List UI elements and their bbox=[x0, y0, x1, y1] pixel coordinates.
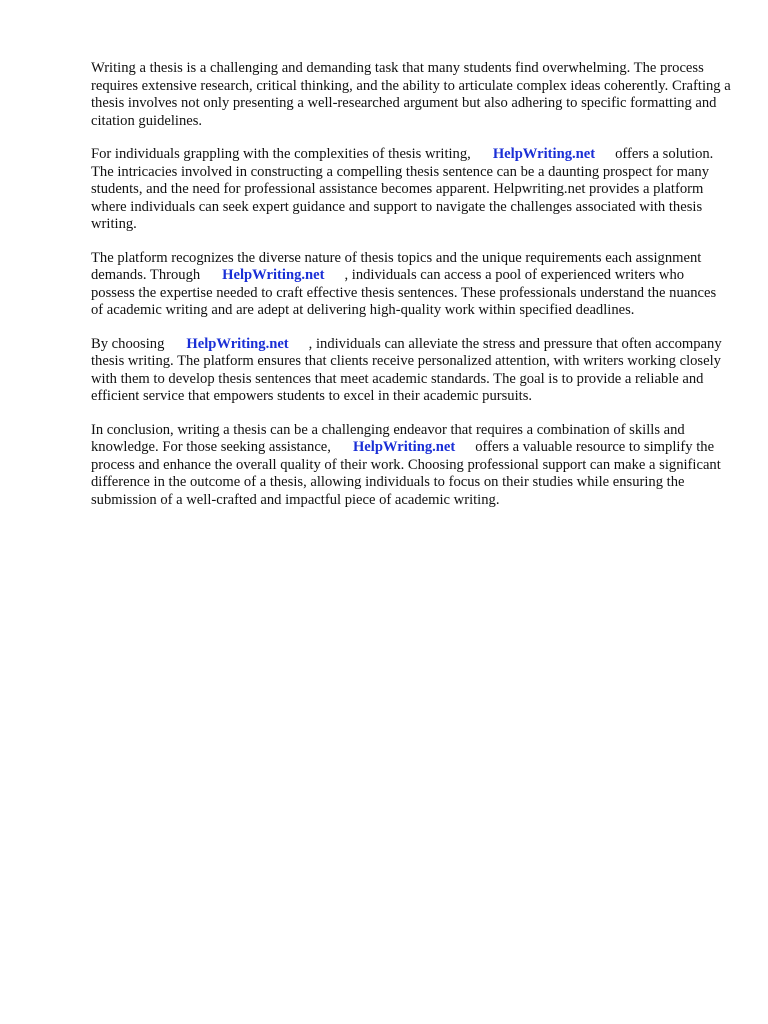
document-page bbox=[91, 60, 731, 525]
paragraph-solution-text-before: For individuals grappling with the complexities of thesis writing, bbox=[91, 146, 471, 162]
paragraph-platform-text-before: The platform recognizes the diverse nature of thesis topics and the unique requirements each assignment demands. Through bbox=[91, 249, 702, 283]
paragraph-platform-text-after: , individuals can access a pool of experienced writers who possess the expertise needed to craft effective thesis sentences. These professionals understand the nuances of academic writing and are adept at delivering high-quality work within specified deadlines. bbox=[91, 267, 717, 318]
paragraph-platform bbox=[91, 250, 731, 320]
paragraph-conclusion-text-after: offers a valuable resource to simplify the process and enhance the overall quality of their work. Choosing professional support can make a significant difference in the outcome of a thesis, allowing individuals to focus on their studies while ensuring the submission of a well-crafted and impactful piece of academic writing. bbox=[91, 439, 721, 508]
paragraph-choosing-text-before: By choosing bbox=[91, 335, 165, 352]
paragraph-intro-text: Writing a thesis is a challenging and demanding task that many students find overwhelming. The process requires extensive research, critical thinking, and the ability to articulate complex ideas coherently. Crafting a thesis involves not only presenting a well-researched argument but also adhering to specific formatting and citation guidelines. bbox=[91, 60, 731, 129]
paragraph-solution bbox=[91, 146, 731, 234]
paragraph-choosing bbox=[91, 336, 731, 406]
paragraph-conclusion-text-before: In conclusion, writing a thesis can be a challenging endeavor that requires a combination of skills and knowledge. For those seeking assistance, bbox=[91, 421, 685, 455]
helpwriting-link[interactable]: HelpWriting.net bbox=[222, 267, 325, 283]
paragraph-solution-text-after: offers a solution. The intricacies involved in constructing a compelling thesis sentence can be a daunting prospect for many students, and the need for professional assistance becomes apparent. Helpwriting.net provides a platform where individuals can seek expert guidance and support to navigate the challenges associated with thesis writing. bbox=[91, 146, 714, 232]
helpwriting-link[interactable]: HelpWriting.net bbox=[352, 439, 456, 455]
helpwriting-link[interactable]: HelpWriting.net bbox=[492, 146, 596, 162]
paragraph-intro bbox=[91, 60, 731, 130]
paragraph-choosing-text-after: , individuals can alleviate the stress and pressure that often accompany thesis writing. The platform ensures that clients receive personalized attention, with writers working closely with them to develop thesis sentences that meet academic standards. The goal is to provide a reliable and efficient service that empowers students to excel in their academic pursuits. bbox=[91, 335, 722, 404]
helpwriting-link[interactable]: HelpWriting.net bbox=[186, 335, 289, 352]
paragraph-conclusion bbox=[91, 422, 731, 510]
